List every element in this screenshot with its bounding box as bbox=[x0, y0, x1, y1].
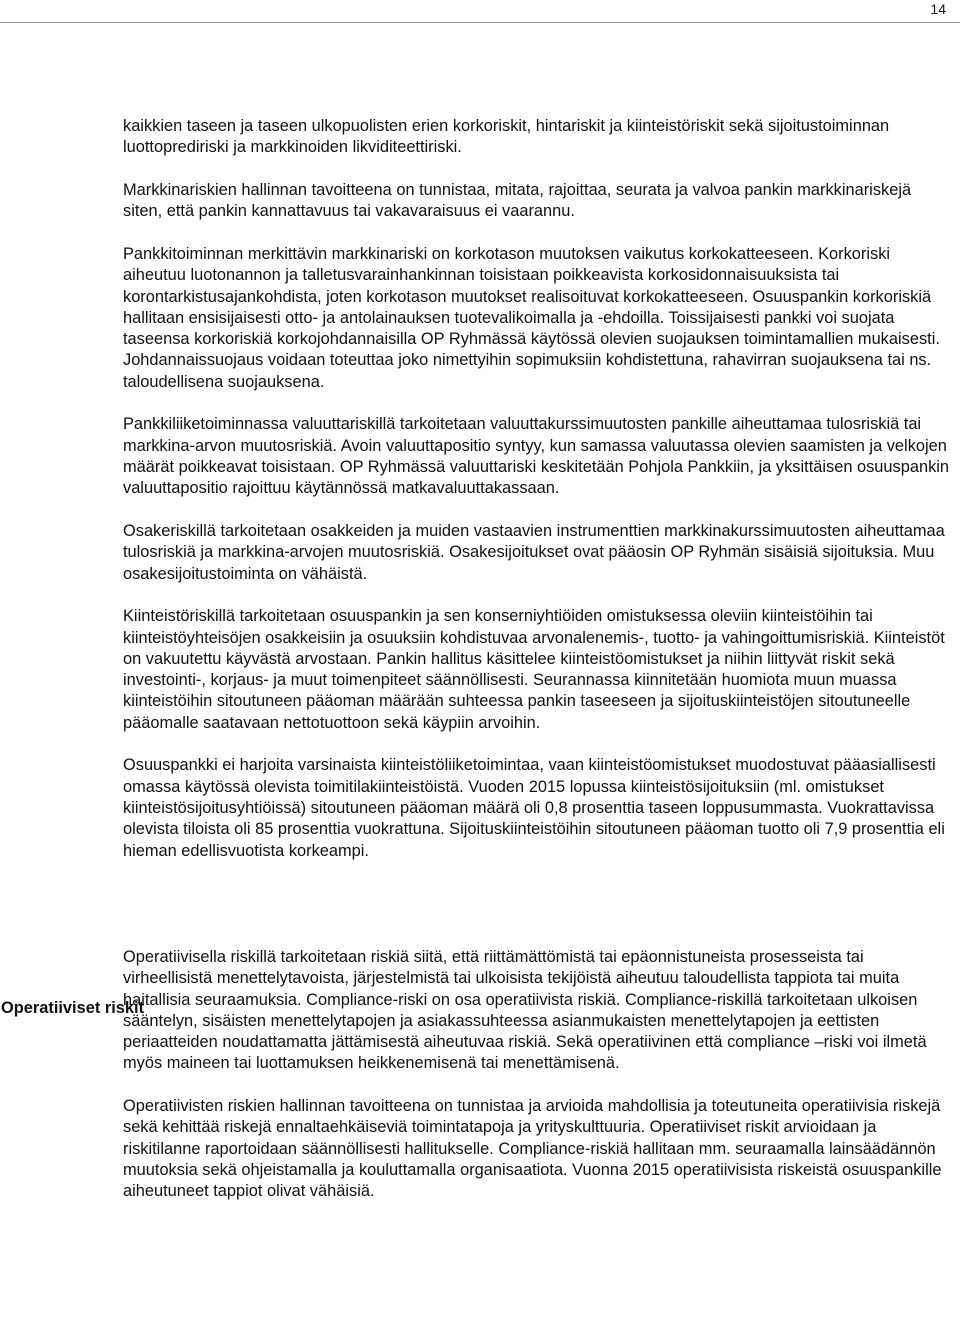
page-number: 14 bbox=[930, 1, 946, 17]
paragraph-currency-risk: Pankkiliiketoiminnassa valuuttariskillä tarkoitetaan valuuttakurssimuutosten pankille aiheuttamaa tulosriskiä tai markkina-arvon muutosriskiä. Avoin valuuttapositio syntyy, kun samassa valuutassa olevien saamisten ja velkojen määrät poikkeavat toisistaan. OP Ryhmässä valuuttariski keskitetään Pohjola Pankkiin, ja yksittäisen osuuspankin valuuttapositio rajoittuu käytännössä matkavaluuttakassaan. bbox=[123, 415, 950, 498]
paragraph-real-estate-risk: Kiinteistöriskillä tarkoitetaan osuuspankin ja sen konserniyhtiöiden omistuksessa oleviin kiinteistöihin tai kiinteistöyhteisöjen osakkeisiin ja osuuksiin kohdistuvaa arvonalenemis-, tuotto- ja vahingoittumisriskiä. Kiinteistöt on vakuutettu käyvästä arvostaan. Pankin hallitus käsittelee kiinteistöomistukset ja niihin liittyvät riskit sekä investointi-, korjaus- ja muut toimenpiteet säännöllisesti. Seurannassa kiinnitetään huomiota muun muassa kiinteistöihin sitoutuneen pääoman määrään suhteessa pankin taseeseen ja sijoituskiinteistöjen sitoutuneelle pääomalle saatavaan nettotuottoon sekä käypiin arvoihin. bbox=[123, 607, 945, 732]
paragraph-operational-risk-definition: Operatiivisella riskillä tarkoitetaan riskiä siitä, että riittämättömistä tai epäonnistuneista prosesseista tai virheellisistä menettelytavoista, järjestelmistä tai ulkoisista tekijöistä aiheutuu taloudellista tappiota tai muita haitallisia seuraamuksia. Compliance-riski on osa operatiivista riskiä. Compliance-riskillä tarkoitetaan ulkoisen sääntelyn, sisäisten menettelytapojen ja asiakassuhteessa asianmukaisten menettelytapojen ja eettisten periaatteiden noudattamatta jättämisestä aiheutuvaa riskiä. Sekä operatiivinen että compliance –riski voi ilmetä myös maineen tai luottamuksen heikkenemisenä tai menettämisenä. bbox=[123, 947, 927, 1073]
paragraph-interest-rate-risk: Pankkitoiminnan merkittävin markkinariski on korkotason muutoksen vaikutus korkokatteeseen. Korkoriski aiheutuu luotonannon ja talletusvarainhankinnan toisistaan poikkeavista korkosidonnaisuuksista tai korontarkistusajankohdista, joten korkotason muutokset realisoituvat korkokatteeseen. Osuuspankin korkoriskiä hallitaan ensisijaisesti otto- ja antolainauksen tuotevalikoimalla ja -ehdoilla. Toissijaisesti pankki voi suojata taseensa korkoriskiä korkojohdannaisilla OP Ryhmässä käytössä olevien suojauksen toimintamallien mukaisesti. Johdannaissuojaus voidaan toteuttaa joko nimettyihin sopimuksiin kohdistettuna, rahavirran suojauksena tai ns. taloudellisena suojauksena. bbox=[123, 244, 940, 391]
header-rule bbox=[0, 22, 960, 23]
section-heading-operational-risks: Operatiiviset riskit bbox=[1, 999, 145, 1017]
paragraph-market-risk-objective: Markkinariskien hallinnan tavoitteena on tunnistaa, mitata, rajoittaa, seurata ja valvoa pankin markkinariskejä siten, että pankin kannattavuus tai vakavaraisuus ei vaarannu. bbox=[123, 180, 912, 221]
paragraph-real-estate-holdings: Osuuspankki ei harjoita varsinaista kiinteistöliiketoimintaa, vaan kiinteistöomistukset muodostuvat pääasiallisesti omassa käytössä olevista toimitilakiinteistöistä. Vuoden 2015 lopussa kiinteistösijoituksiin (ml. omistukset kiinteistösijoitusyhtiöissä) sitoutuneen pääoman määrä oli 0,8 prosenttia taseen loppusummasta. Vuokrattavissa olevista tiloista oli 85 prosenttia vuokrattuna. Sijoituskiinteistöihin sitoutuneen pääoman tuotto oli 7,9 prosenttia eli hieman edellisvuotista korkeampi. bbox=[123, 756, 945, 860]
paragraph-equity-risk: Osakeriskillä tarkoitetaan osakkeiden ja muiden vastaavien instrumenttien markkinakurssimuutosten aiheuttamaa tulosriskiä ja markkina-arvojen muutosriskiä. Osakesijoitukset ovat pääosin OP Ryhmän sisäisiä sijoituksia. Muu osakesijoitustoiminta on vähäistä. bbox=[123, 522, 945, 583]
paragraph-operational-risk-management: Operatiivisten riskien hallinnan tavoitteena on tunnistaa ja arvioida mahdollisia ja toteutuneita operatiivisia riskejä sekä kehittää riskejä ennaltaehkäiseviä toimintatapoja ja yrityskulttuuria. Operatiiviset riskit arvioidaan ja riskitilanne raportoidaan säännöllisesti hallitukselle. Compliance-riskiä hallitaan mm. seuraamalla lainsäädännön muutoksia sekä ohjeistamalla ja kouluttamalla organisaatiota. Vuonna 2015 operatiivisista riskeistä osuuspankille aiheutuneet tappiot olivat vähäisiä. bbox=[123, 1097, 942, 1201]
paragraph-risk-scope: kaikkien taseen ja taseen ulkopuolisten erien korkoriskit, hintariskit ja kiinteistöriskit sekä sijoitustoiminnan luottoprediriski ja markkinoiden likviditeettiriski. bbox=[123, 117, 890, 157]
body-text bbox=[123, 116, 951, 1203]
